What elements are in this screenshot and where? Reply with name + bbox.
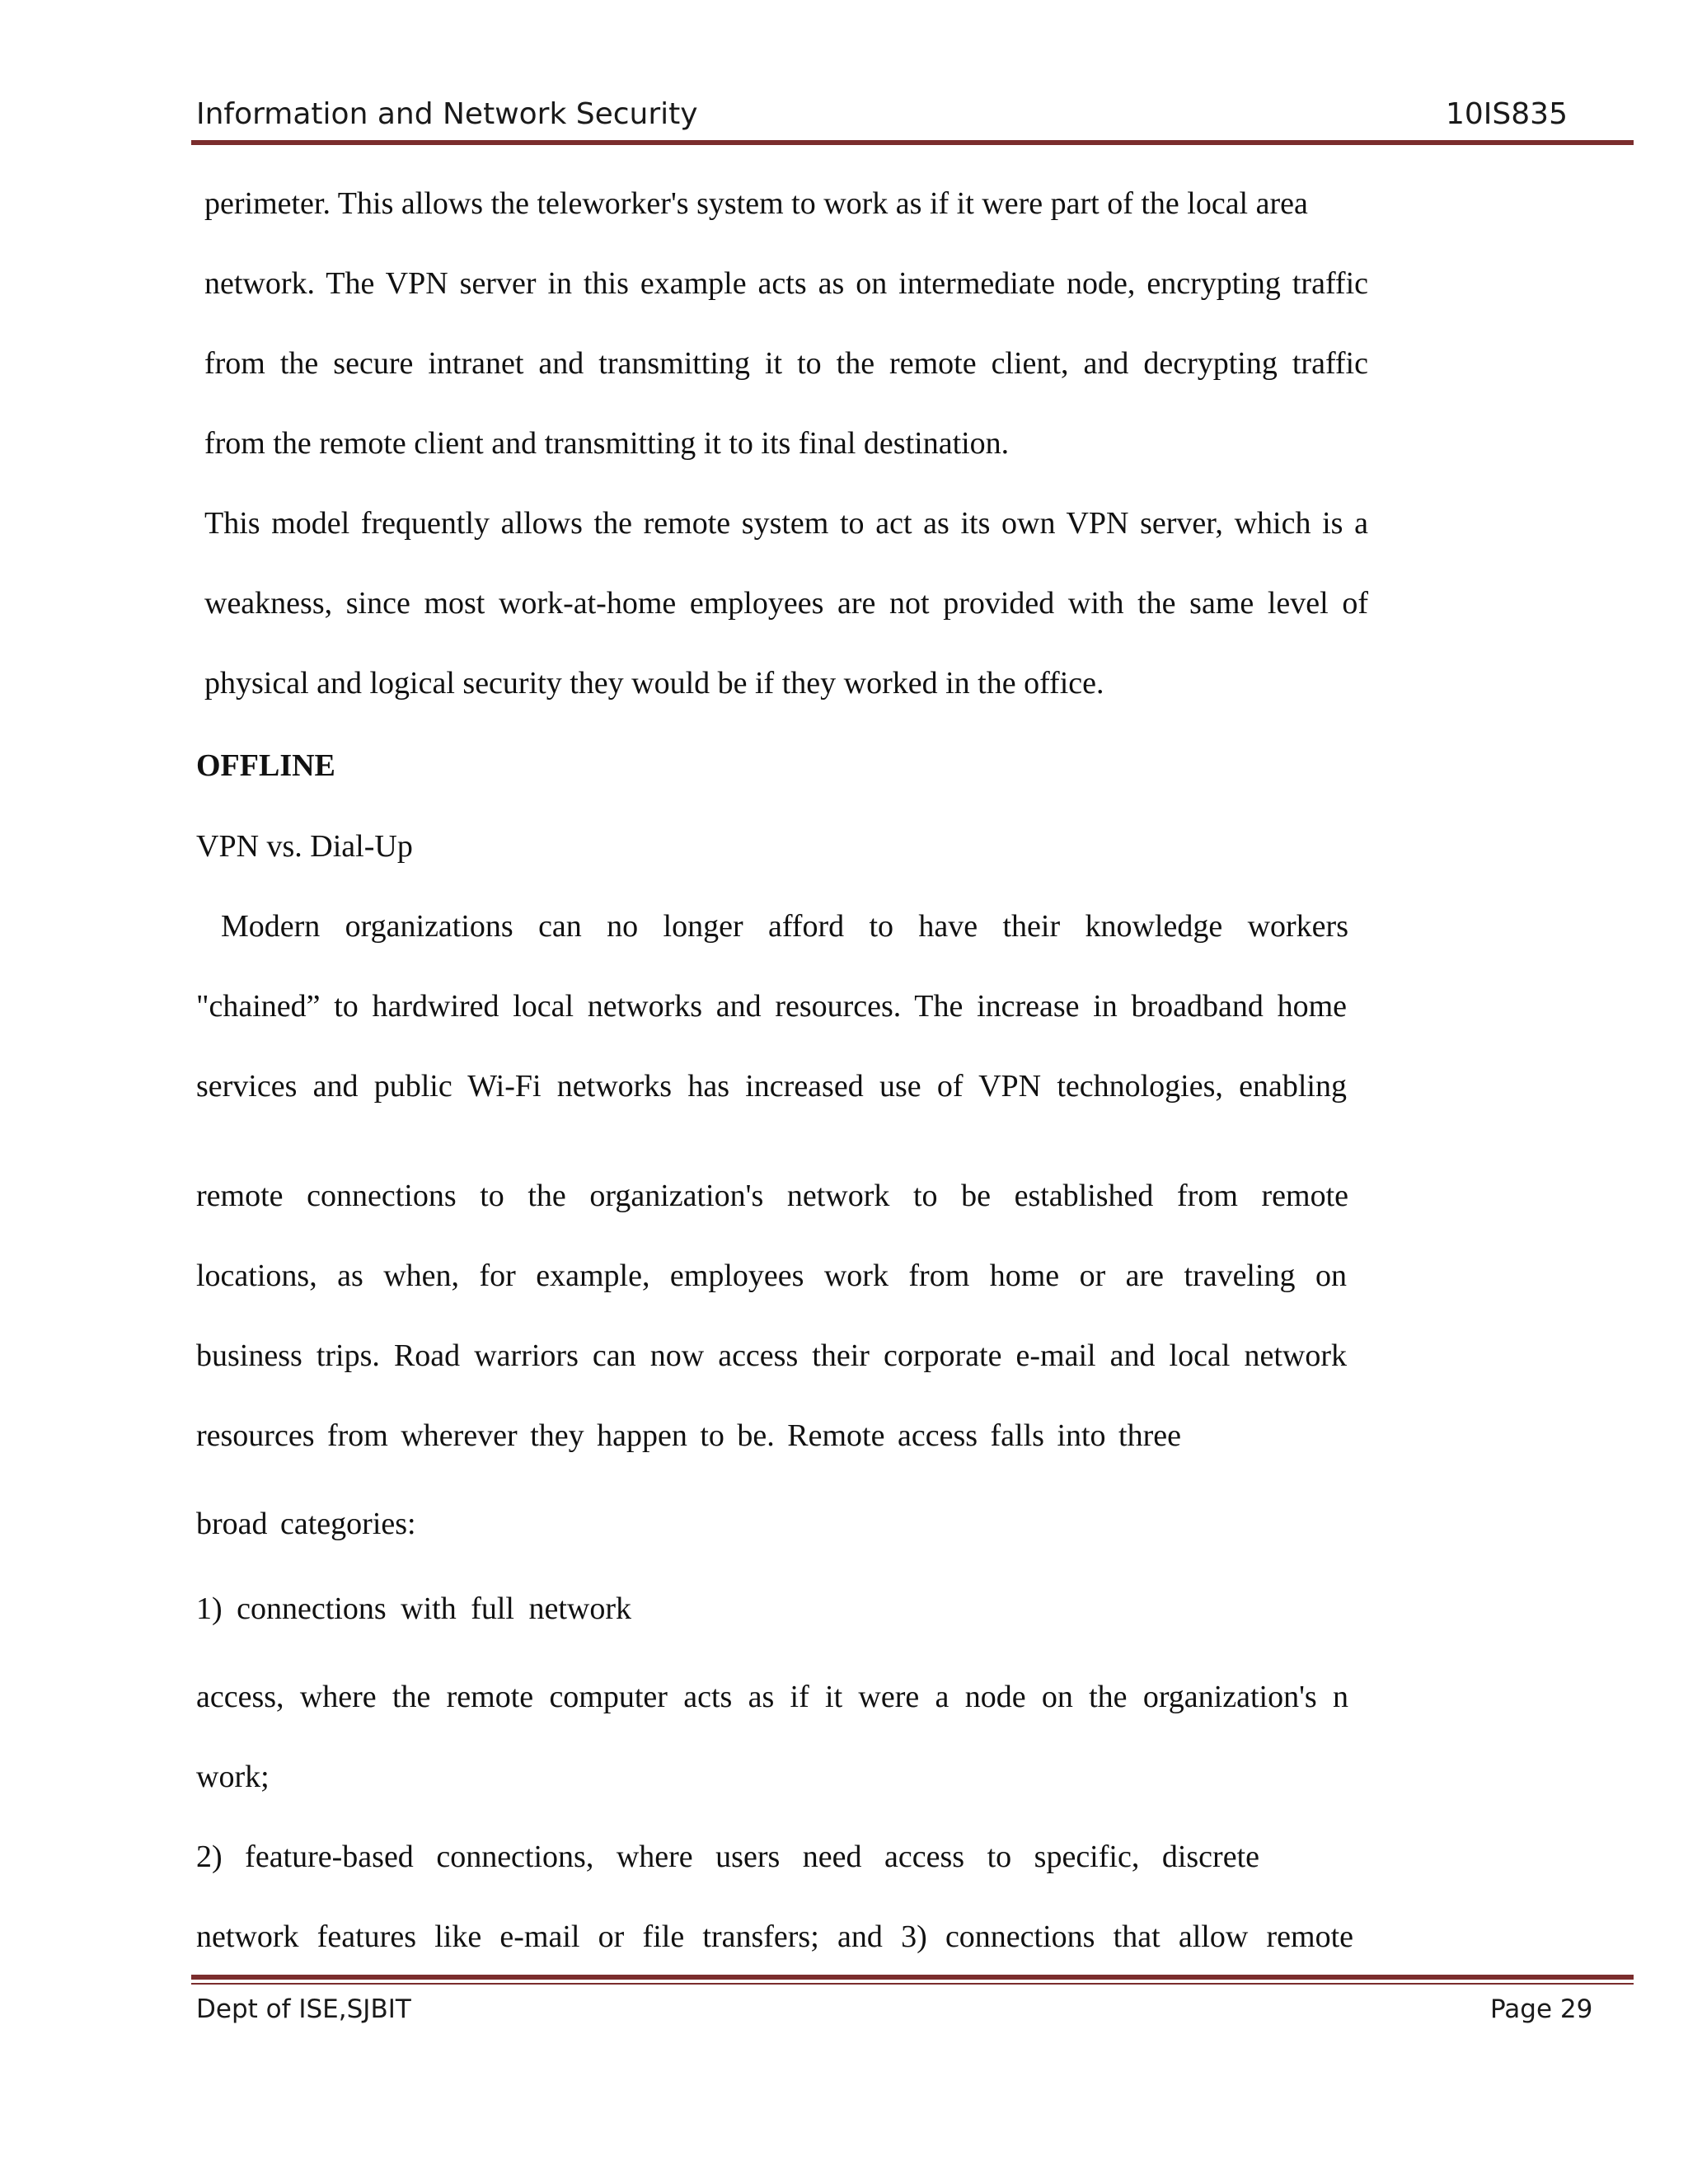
body-line: broad categories: (196, 1507, 416, 1541)
body-line: perimeter. This allows the teleworker's system to work as if it were part of the local area (204, 186, 1308, 221)
course-code: 10IS835 (1446, 97, 1568, 131)
footer-rule-thin (191, 1983, 1634, 1985)
list-item: work; (196, 1760, 270, 1794)
subsection-heading: VPN vs. Dial-Up (196, 829, 413, 864)
list-item: 1) connections with full network (196, 1591, 632, 1626)
body-line: network. The VPN server in this example acts as on intermediate node, encrypting traffic (204, 266, 1368, 301)
body-line: services and public Wi-Fi networks has increased use of VPN technologies, enabling (196, 1069, 1347, 1104)
body-line: "chained” to hardwired local networks and resources. The increase in broadband home (196, 989, 1347, 1024)
body-line: remote connections to the organization's network to be established from remote (196, 1179, 1348, 1213)
body-line: resources from wherever they happen to be. Remote access falls into three (196, 1418, 1181, 1453)
section-heading: OFFLINE (196, 748, 335, 783)
footer-rule (191, 1975, 1634, 1980)
body-line: from the secure intranet and transmitting it to the remote client, and decrypting traffic (204, 346, 1368, 381)
page-number: Page 29 (1490, 1994, 1593, 2024)
list-item: access, where the remote computer acts as if it were a node on the organization's n (196, 1680, 1348, 1714)
list-item: 2) feature-based connections, where users need access to specific, discrete (196, 1840, 1259, 1874)
list-item: network features like e-mail or file transfers; and 3) connections that allow remote (196, 1919, 1353, 1954)
body-line: weakness, since most work-at-home employees are not provided with the same level of (204, 586, 1368, 621)
running-header-title: Information and Network Security (196, 97, 698, 131)
footer-department: Dept of ISE,SJBIT (196, 1994, 411, 2024)
body-line: from the remote client and transmitting it to its final destination. (204, 426, 1010, 461)
header-rule (191, 140, 1634, 145)
body-line: business trips. Road warriors can now access their corporate e-mail and local network (196, 1338, 1347, 1373)
body-line: physical and logical security they would be if they worked in the office. (204, 666, 1104, 701)
body-line: locations, as when, for example, employees work from home or are traveling on (196, 1258, 1347, 1293)
body-line: This model frequently allows the remote system to act as its own VPN server, which is a (204, 506, 1368, 541)
body-line: Modern organizations can no longer afford to have their knowledge workers (221, 909, 1348, 944)
